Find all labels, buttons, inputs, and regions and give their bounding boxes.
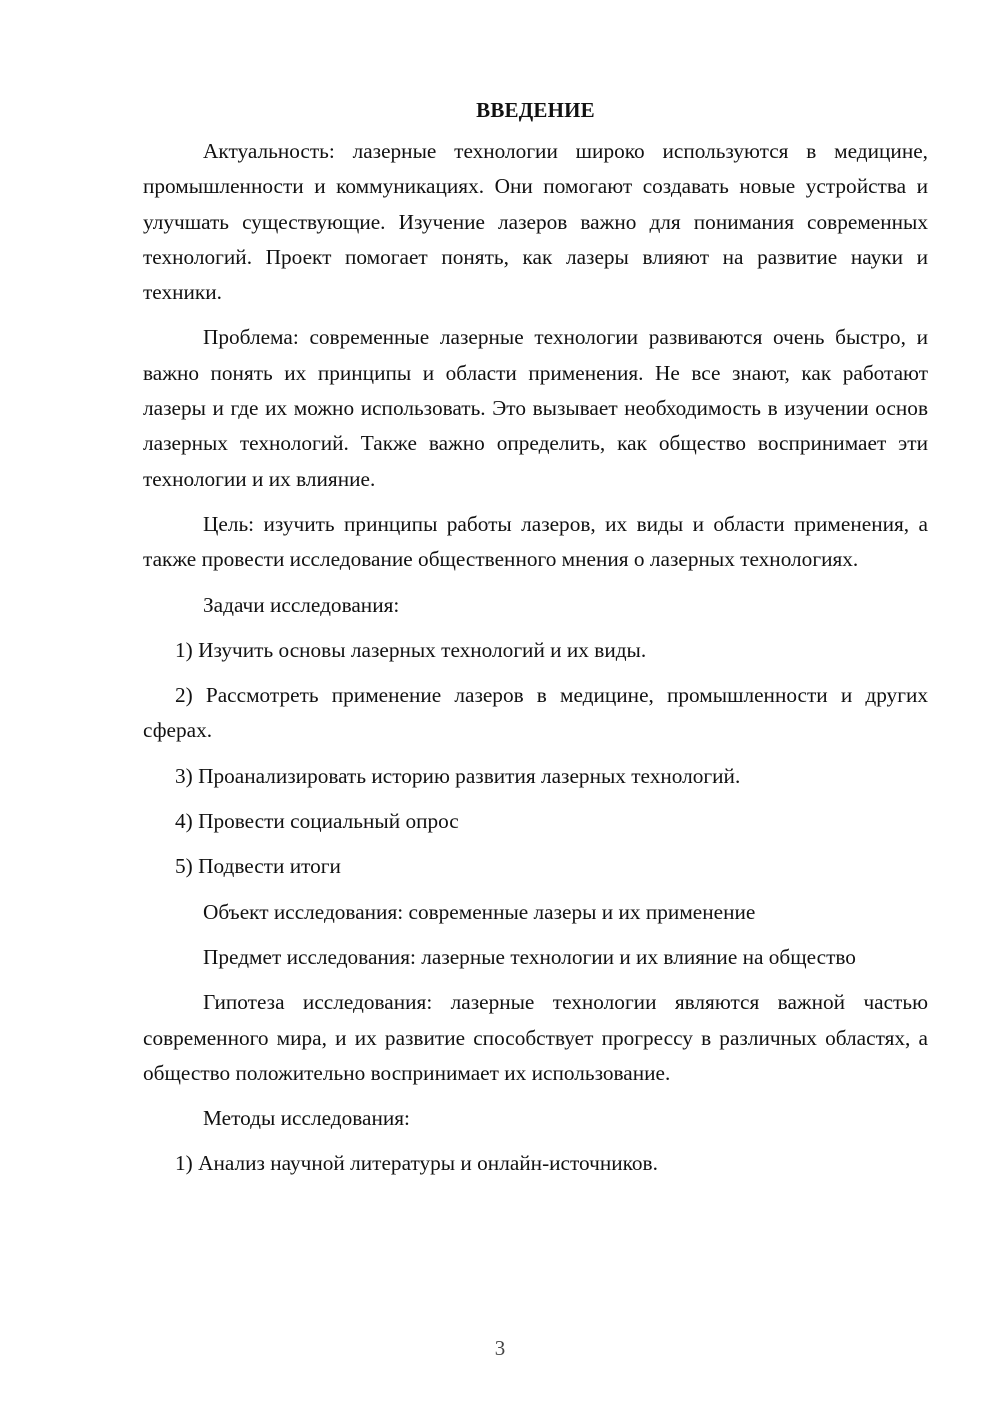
list-item-task-2: 2) Рассмотреть применение лазеров в медицине, промышленности и других сферах. xyxy=(143,683,928,743)
paragraph-goal: Цель: изучить принципы работы лазеров, их виды и области применения, а также провести исследование общественного мнения о лазерных технологиях. xyxy=(143,511,928,572)
list-item-task-1: 1) Изучить основы лазерных технологий и их виды. xyxy=(175,637,647,662)
paragraph-methods-heading: Методы исследования: xyxy=(203,1106,410,1131)
list-item-task-3: 3) Проанализировать историю развития лазерных технологий. xyxy=(175,763,741,788)
list-item-task-5: 5) Подвести итоги xyxy=(175,854,341,879)
paragraph-relevance: Актуальность: лазерные технологии широко используются в медицине, промышленности и коммуникациях. Они помогают создавать новые устройства и улучшать существующие. Изучение лазеров важно для понимания современных технологий. Проект помогает понять, как лазеры влияют на развитие науки и техники. xyxy=(143,139,928,305)
paragraph-problem: Проблема: современные лазерные технологии развиваются очень быстро, и важно понять их принципы и области применения. Не все знают, как работают лазеры и где их можно использовать. Это вызывает необходимость в изучении основ лазерных технологий. Также важно определить, как общество воспринимает эти технологии и их влияние. xyxy=(143,325,928,491)
paragraph-hypothesis: Гипотеза исследования: лазерные технологии являются важной частью современного мира, и их развитие способствует прогрессу в различных областях, а общество положительно воспринимает их использование. xyxy=(143,990,928,1085)
list-item-method-1: 1) Анализ научной литературы и онлайн-источников. xyxy=(175,1151,658,1176)
page-title: ВВЕДЕНИЕ xyxy=(476,98,595,122)
list-item-task-4: 4) Провести социальный опрос xyxy=(175,809,459,834)
page-number: 3 xyxy=(494,1336,506,1360)
paragraph-object: Объект исследования: современные лазеры и их применение xyxy=(203,899,756,924)
paragraph-subject: Предмет исследования: лазерные технологии и их влияние на общество xyxy=(203,944,856,969)
paragraph-tasks-heading: Задачи исследования: xyxy=(203,592,400,617)
page-content xyxy=(143,96,928,1192)
